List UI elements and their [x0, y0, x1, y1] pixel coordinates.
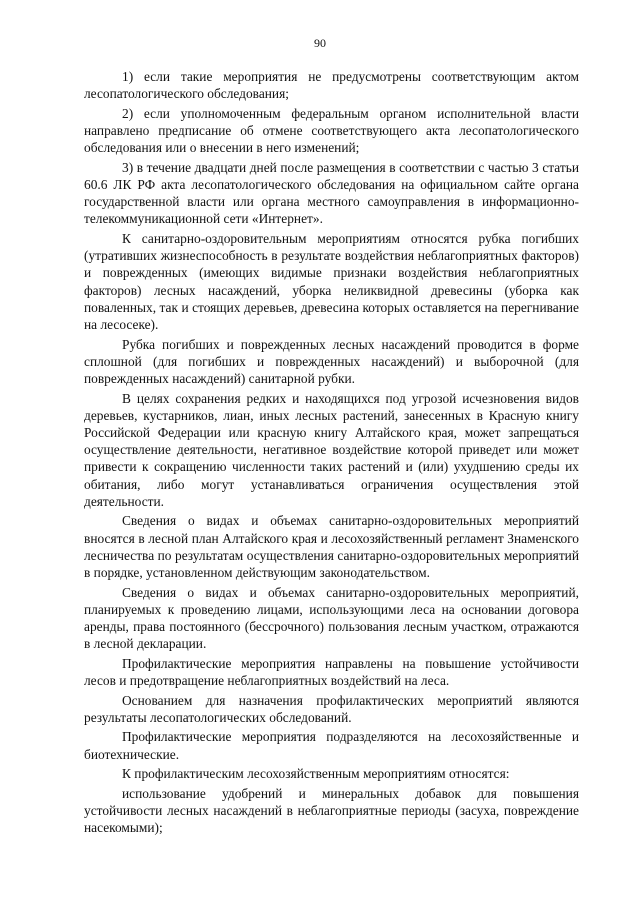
paragraph: Профилактические мероприятия направлены на повышение устойчивости лесов и предотвращение неблагоприятных воздействий на леса.: [84, 655, 579, 689]
paragraph: К санитарно-оздоровительным мероприятиям относятся рубка погибших (утративших жизнеспособность в результате воздействия неблагоприятных факторов) и поврежденных (имеющих видимые признаки воздействия неблагоприятных факторов) лесных насаждений, уборка неликвидной древесины (уборка как поваленных, так и стоящих деревьев, древесина которых оставляется на перегнивание на лесосеке).: [84, 231, 579, 333]
paragraph: 1) если такие мероприятия не предусмотрены соответствующим актом лесопатологического обследования;: [84, 69, 579, 102]
paragraph: Основанием для назначения профилактических мероприятий являются результаты лесопатологических обследований.: [84, 692, 579, 725]
paragraph: использование удобрений и минеральных добавок для повышения устойчивости лесных насаждений в неблагоприятные периоды (засуха, повреждение насекомыми);: [84, 785, 579, 836]
paragraph: Сведения о видах и объемах санитарно-оздоровительных мероприятий вносятся в лесной план Алтайского края и лесохозяйственный регламент Знаменского лесничества по результатам осуществления санитарно-оздоровительных мероприятий в порядке, установленном действующим законодательством.: [84, 513, 579, 581]
paragraph: 3) в течение двадцати дней после размещения в соответствии с частью 3 статьи 60.6 ЛК РФ акта лесопатологического обследования на официальном сайте органа государственной власти или органа местного самоуправления в информационно-телекоммуникационной сети «Интернет».: [84, 159, 579, 227]
document-body: [84, 68, 579, 836]
paragraph: 2) если уполномоченным федеральным органом исполнительной власти направлено предписание об отмене соответствующего акта лесопатологического обследования или о внесении в него изменений;: [84, 105, 579, 156]
page-number: 90: [314, 36, 326, 50]
paragraph: Сведения о видах и объемах санитарно-оздоровительных мероприятий, планируемых к проведению лицами, использующими леса на основании договора аренды, права постоянного (бессрочного) пользования лесным участком, отражаются в лесной декларации.: [84, 584, 579, 652]
paragraph: Профилактические мероприятия подразделяются на лесохозяйственные и биотехнические.: [84, 729, 579, 762]
paragraph: Рубка погибших и поврежденных лесных насаждений проводится в форме сплошной (для погибших и поврежденных насаждений) и выборочной (для поврежденных насаждений) санитарной рубки.: [84, 336, 579, 387]
paragraph: В целях сохранения редких и находящихся под угрозой исчезновения видов деревьев, кустарников, лиан, иных лесных растений, занесенных в Красную книгу Российской Федерации или красную книгу Алтайского края, может запрещаться осуществление деятельности, негативное воздействие которой приведет или может привести к сокращению численности таких растений и (или) ухудшению среды их обитания, либо могут устанавливаться ограничения осуществления этой деятельности.: [84, 390, 579, 509]
paragraph: К профилактическим лесохозяйственным мероприятиям относятся:: [122, 766, 510, 782]
